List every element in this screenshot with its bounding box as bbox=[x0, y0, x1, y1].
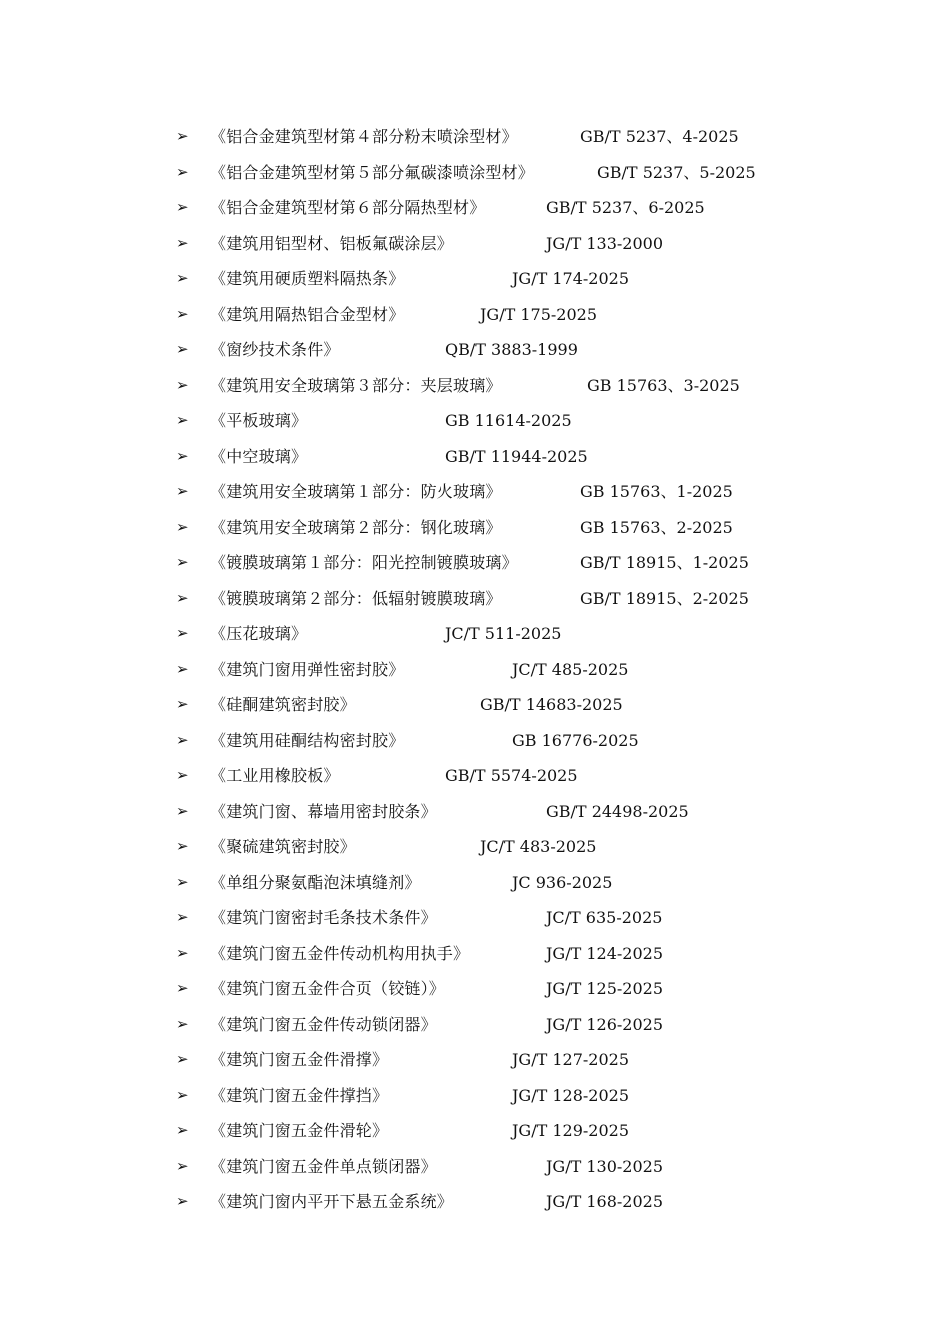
standard-title: 《建筑用硬质塑料隔热条》 bbox=[210, 269, 405, 288]
arrow-bullet-icon: ➢ bbox=[176, 411, 189, 429]
arrow-bullet-icon: ➢ bbox=[176, 1050, 189, 1068]
arrow-bullet-icon: ➢ bbox=[176, 837, 189, 855]
standard-title: 《建筑用硅酮结构密封胶》 bbox=[210, 730, 405, 750]
arrow-bullet-icon: ➢ bbox=[176, 801, 189, 820]
list-item bbox=[0, 226, 950, 262]
standard-code: GB/T 5237、6-2025 bbox=[546, 198, 705, 217]
arrow-bullet-icon: ➢ bbox=[176, 233, 189, 252]
list-item bbox=[0, 794, 950, 830]
standard-title: 《建筑门窗五金件撑挡》 bbox=[210, 1085, 389, 1105]
standard-code: GB/T 5237、4-2025 bbox=[580, 127, 739, 146]
standard-code: JC/T 485-2025 bbox=[512, 659, 629, 679]
standard-code: JG/T 175-2025 bbox=[480, 304, 598, 324]
list-item bbox=[0, 1007, 950, 1043]
list-item bbox=[0, 829, 950, 865]
standard-title: 《镀膜玻璃第１部分：阳光控制镀膜玻璃》 bbox=[210, 553, 518, 572]
standard-code: JC 936-2025 bbox=[512, 872, 613, 892]
standard-title: 《建筑用安全玻璃第１部分：防火玻璃》 bbox=[210, 482, 502, 501]
standard-code: GB 15763、1-2025 bbox=[580, 482, 733, 501]
standard-code: GB/T 14683-2025 bbox=[480, 695, 623, 714]
list-item bbox=[0, 403, 950, 439]
standard-title: 《建筑门窗密封毛条技术条件》 bbox=[210, 908, 437, 927]
arrow-bullet-icon: ➢ bbox=[176, 375, 189, 394]
standard-code: JG/T 124-2025 bbox=[546, 943, 664, 963]
standard-code: JG/T 127-2025 bbox=[512, 1050, 630, 1069]
standard-title: 《建筑用安全玻璃第２部分：钢化玻璃》 bbox=[210, 517, 502, 537]
list-item bbox=[0, 687, 950, 723]
list-item bbox=[0, 1078, 950, 1114]
arrow-bullet-icon: ➢ bbox=[176, 127, 189, 145]
list-item bbox=[0, 900, 950, 936]
standard-title: 《建筑用隔热铝合金型材》 bbox=[210, 304, 405, 324]
list-item bbox=[0, 758, 950, 794]
arrow-bullet-icon: ➢ bbox=[176, 588, 189, 607]
standard-code: JG/T 130-2025 bbox=[546, 1156, 664, 1176]
standard-title: 《建筑门窗五金件滑轮》 bbox=[210, 1121, 389, 1140]
standard-code: GB 15763、3-2025 bbox=[587, 375, 740, 395]
arrow-bullet-icon: ➢ bbox=[176, 1192, 189, 1210]
arrow-bullet-icon: ➢ bbox=[176, 198, 189, 216]
list-item bbox=[0, 545, 950, 581]
standard-title: 《建筑门窗用弹性密封胶》 bbox=[210, 659, 405, 679]
list-item bbox=[0, 1113, 950, 1149]
standard-code: JG/T 128-2025 bbox=[512, 1085, 630, 1105]
standard-code: GB/T 5237、5-2025 bbox=[597, 162, 756, 182]
standard-title: 《铝合金建筑型材第６部分隔热型材》 bbox=[210, 198, 486, 217]
standard-code: GB/T 5574-2025 bbox=[445, 766, 578, 785]
standard-code: JG/T 174-2025 bbox=[512, 269, 630, 288]
standard-title: 《窗纱技术条件》 bbox=[210, 340, 340, 359]
arrow-bullet-icon: ➢ bbox=[176, 766, 189, 784]
arrow-bullet-icon: ➢ bbox=[176, 1156, 189, 1175]
arrow-bullet-icon: ➢ bbox=[176, 730, 189, 749]
list-item bbox=[0, 190, 950, 226]
standard-title: 《铝合金建筑型材第５部分氟碳漆喷涂型材》 bbox=[210, 162, 535, 182]
standard-title: 《建筑门窗五金件传动锁闭器》 bbox=[210, 1014, 437, 1034]
arrow-bullet-icon: ➢ bbox=[176, 872, 189, 891]
standard-title: 《压花玻璃》 bbox=[210, 624, 308, 643]
standard-title: 《建筑门窗内平开下悬五金系统》 bbox=[210, 1192, 454, 1211]
list-item bbox=[0, 971, 950, 1007]
list-item bbox=[0, 297, 950, 333]
standard-code: JG/T 126-2025 bbox=[546, 1014, 664, 1034]
list-item bbox=[0, 119, 950, 155]
standard-code: GB 15763、2-2025 bbox=[580, 517, 733, 537]
arrow-bullet-icon: ➢ bbox=[176, 553, 189, 571]
arrow-bullet-icon: ➢ bbox=[176, 446, 189, 465]
arrow-bullet-icon: ➢ bbox=[176, 1121, 189, 1139]
list-item bbox=[0, 510, 950, 546]
standard-title: 《建筑用铝型材、铝板氟碳涂层》 bbox=[210, 233, 454, 253]
arrow-bullet-icon: ➢ bbox=[176, 624, 189, 642]
standard-title: 《建筑用安全玻璃第３部分：夹层玻璃》 bbox=[210, 375, 502, 395]
arrow-bullet-icon: ➢ bbox=[176, 340, 189, 358]
standard-title: 《建筑门窗五金件合页（铰链）》 bbox=[210, 979, 446, 998]
list-item bbox=[0, 332, 950, 368]
standard-title: 《建筑门窗五金件滑撑》 bbox=[210, 1050, 389, 1069]
list-item bbox=[0, 261, 950, 297]
arrow-bullet-icon: ➢ bbox=[176, 695, 189, 713]
list-item bbox=[0, 1184, 950, 1220]
standard-title: 《硅酮建筑密封胶》 bbox=[210, 695, 356, 714]
list-item bbox=[0, 936, 950, 972]
arrow-bullet-icon: ➢ bbox=[176, 269, 189, 287]
standard-title: 《平板玻璃》 bbox=[210, 411, 308, 430]
standard-title: 《聚硫建筑密封胶》 bbox=[210, 837, 356, 856]
list-item bbox=[0, 581, 950, 617]
list-item bbox=[0, 723, 950, 759]
arrow-bullet-icon: ➢ bbox=[176, 979, 189, 997]
arrow-bullet-icon: ➢ bbox=[176, 1085, 189, 1104]
standard-title: 《铝合金建筑型材第４部分粉末喷涂型材》 bbox=[210, 127, 518, 146]
list-item bbox=[0, 1149, 950, 1185]
standard-title: 《单组分聚氨酯泡沫填缝剂》 bbox=[210, 872, 421, 892]
standard-code: JC/T 483-2025 bbox=[480, 837, 597, 856]
list-item bbox=[0, 368, 950, 404]
standard-code: JC/T 511-2025 bbox=[445, 624, 562, 643]
arrow-bullet-icon: ➢ bbox=[176, 908, 189, 926]
arrow-bullet-icon: ➢ bbox=[176, 304, 189, 323]
arrow-bullet-icon: ➢ bbox=[176, 162, 189, 181]
standard-title: 《镀膜玻璃第２部分：低辐射镀膜玻璃》 bbox=[210, 588, 502, 608]
standard-title: 《工业用橡胶板》 bbox=[210, 766, 340, 785]
arrow-bullet-icon: ➢ bbox=[176, 1014, 189, 1033]
standard-code: JG/T 168-2025 bbox=[546, 1192, 664, 1211]
arrow-bullet-icon: ➢ bbox=[176, 482, 189, 500]
standard-code: GB 11614-2025 bbox=[445, 411, 572, 430]
list-item bbox=[0, 474, 950, 510]
standard-title: 《建筑门窗五金件传动机构用执手》 bbox=[210, 943, 470, 963]
standard-code: JG/T 125-2025 bbox=[546, 979, 664, 998]
list-item bbox=[0, 155, 950, 191]
standard-code: GB/T 24498-2025 bbox=[546, 801, 689, 821]
list-item bbox=[0, 865, 950, 901]
standard-code: JC/T 635-2025 bbox=[546, 908, 663, 927]
standard-title: 《建筑门窗五金件单点锁闭器》 bbox=[210, 1156, 437, 1176]
standard-title: 《中空玻璃》 bbox=[210, 446, 308, 466]
list-item bbox=[0, 1042, 950, 1078]
list-item bbox=[0, 652, 950, 688]
standard-code: JG/T 129-2025 bbox=[512, 1121, 630, 1140]
standard-code: GB/T 11944-2025 bbox=[445, 446, 588, 466]
standard-title: 《建筑门窗、幕墙用密封胶条》 bbox=[210, 801, 437, 821]
arrow-bullet-icon: ➢ bbox=[176, 659, 189, 678]
standard-code: GB/T 18915、2-2025 bbox=[580, 588, 749, 608]
list-item bbox=[0, 616, 950, 652]
arrow-bullet-icon: ➢ bbox=[176, 517, 189, 536]
standard-code: GB/T 18915、1-2025 bbox=[580, 553, 749, 572]
standards-list bbox=[0, 119, 950, 1220]
standard-code: GB 16776-2025 bbox=[512, 730, 639, 750]
standard-code: JG/T 133-2000 bbox=[546, 233, 664, 253]
arrow-bullet-icon: ➢ bbox=[176, 943, 189, 962]
standard-code: QB/T 3883-1999 bbox=[445, 340, 578, 359]
list-item bbox=[0, 439, 950, 475]
